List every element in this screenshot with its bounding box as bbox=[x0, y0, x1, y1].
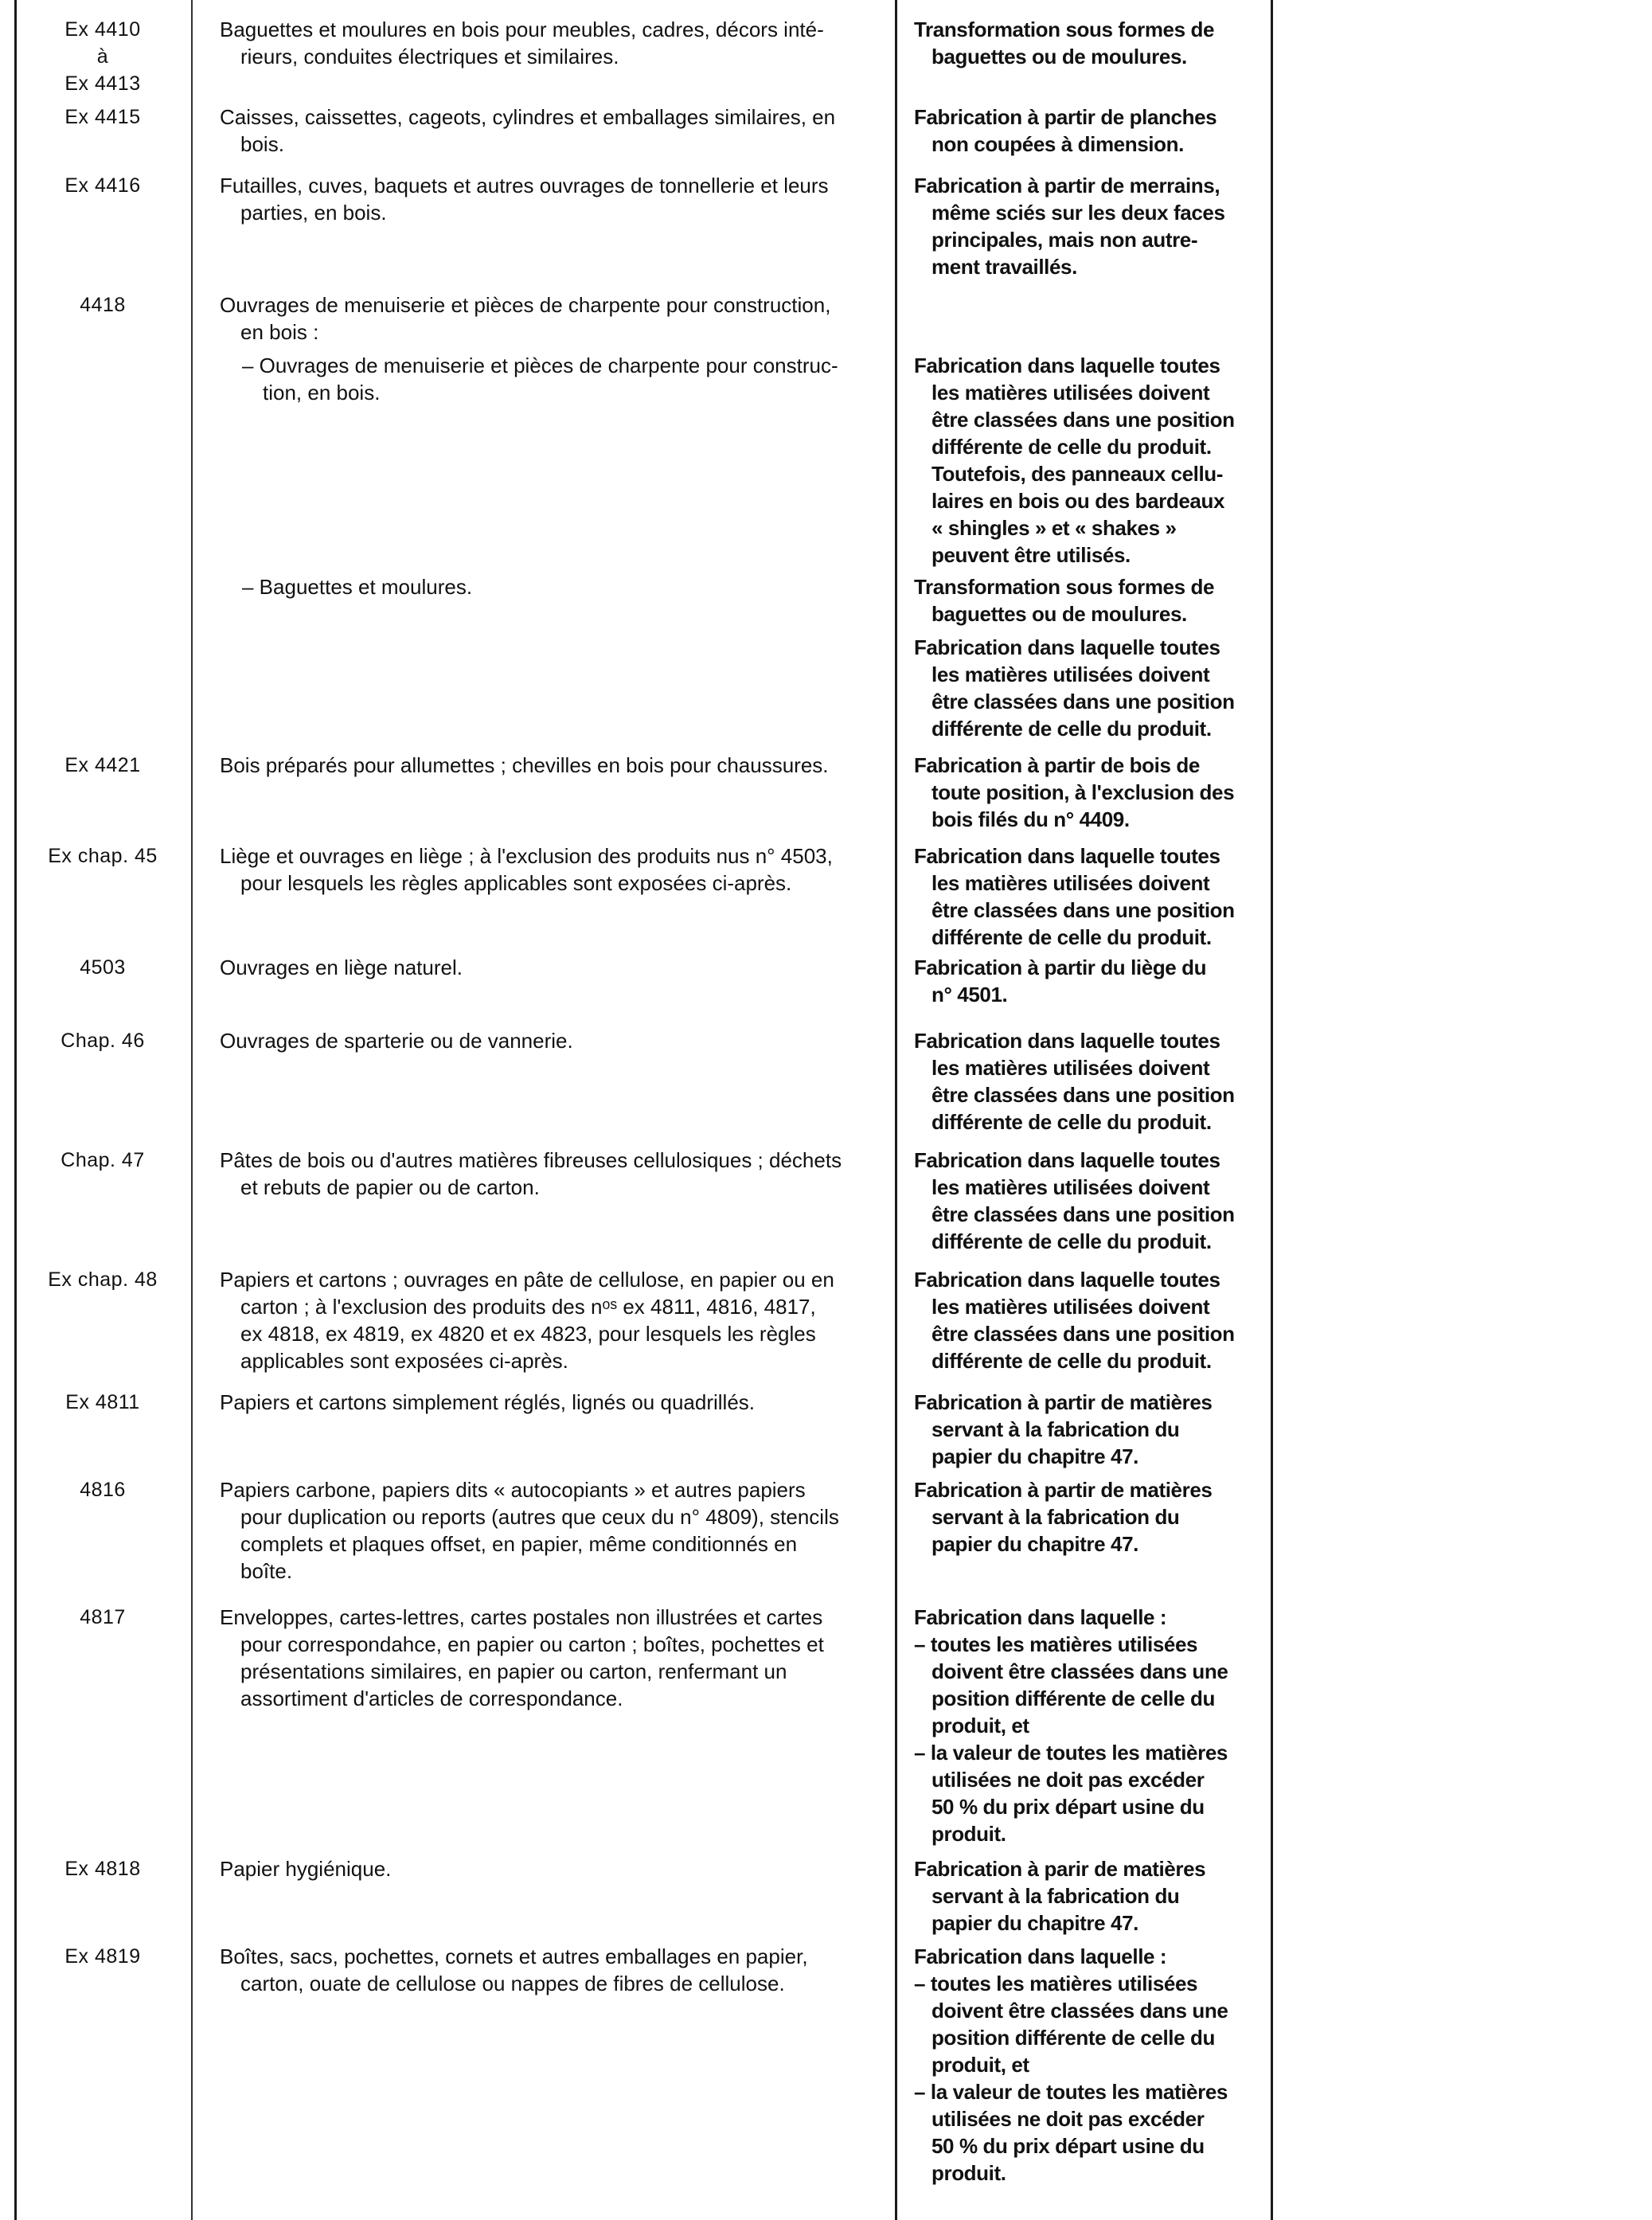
product-description bbox=[220, 1266, 881, 1374]
rule-line: les matières utilisées doivent bbox=[931, 1056, 1210, 1080]
rule-line: Fabrication dans laquelle toutes bbox=[914, 354, 1220, 377]
rule-line: Fabrication dans laquelle toutes bbox=[914, 1268, 1220, 1292]
description-line: Papiers et cartons ; ouvrages en pâte de cellulose, en papier ou en bbox=[220, 1268, 834, 1292]
position-code-line: Ex 4819 bbox=[64, 1945, 141, 1968]
rule-line: 50 % du prix départ usine du bbox=[931, 1795, 1205, 1819]
rule-line: laires en bois ou des bardeaux bbox=[931, 489, 1225, 513]
rule-line: doivent être classées dans une bbox=[931, 1999, 1228, 2023]
description-line: assortiment d'articles de correspondance. bbox=[240, 1686, 623, 1710]
description-line: carton, ouate de cellulose ou nappes de fibres de cellulose. bbox=[240, 1972, 785, 1995]
product-description bbox=[220, 954, 881, 981]
position-code-line: à bbox=[96, 45, 109, 68]
product-description bbox=[220, 1027, 881, 1054]
processing-rule bbox=[914, 1855, 1255, 1937]
rule-line: être classées dans une position bbox=[931, 1202, 1235, 1226]
rule-line: principales, mais non autre- bbox=[931, 228, 1198, 252]
table-border-left bbox=[14, 0, 17, 2220]
product-description bbox=[220, 573, 881, 600]
description-line: – Ouvrages de menuiserie et pièces de charpente pour construc- bbox=[242, 354, 838, 377]
position-code bbox=[18, 104, 188, 131]
product-description bbox=[220, 1476, 881, 1585]
processing-rule bbox=[914, 1476, 1255, 1558]
rule-line: les matières utilisées doivent bbox=[931, 871, 1210, 895]
description-line: complets et plaques offset, en papier, même conditionnés en bbox=[240, 1532, 798, 1556]
description-line: tion, en bois. bbox=[263, 381, 381, 405]
description-line: Pâtes de bois ou d'autres matières fibreuses cellulosiques ; déchets bbox=[220, 1148, 842, 1172]
description-line: carton ; à l'exclusion des produits des nᵒˢ ex 4811, 4816, 4817, bbox=[240, 1295, 816, 1319]
processing-rule bbox=[914, 1147, 1255, 1255]
rule-line: n° 4501. bbox=[931, 983, 1008, 1006]
description-line: Bois préparés pour allumettes ; chevilles en bois pour chaussures. bbox=[220, 753, 829, 777]
rule-line: papier du chapitre 47. bbox=[931, 1444, 1138, 1468]
rule-line: Fabrication dans laquelle toutes bbox=[914, 1029, 1220, 1053]
position-code bbox=[18, 842, 188, 870]
description-line: ex 4818, ex 4819, ex 4820 et ex 4823, pour lesquels les règles bbox=[240, 1322, 816, 1346]
description-line: Papier hygiénique. bbox=[220, 1857, 392, 1881]
processing-rule bbox=[914, 573, 1255, 742]
processing-rule bbox=[914, 1604, 1255, 1847]
rule-line: position différente de celle du bbox=[931, 1686, 1215, 1710]
product-description bbox=[220, 104, 881, 158]
processing-rule bbox=[914, 1389, 1255, 1470]
description-line: Baguettes et moulures en bois pour meubles, cadres, décors inté- bbox=[220, 18, 824, 41]
description-line: Futailles, cuves, baquets et autres ouvrages de tonnellerie et leurs bbox=[220, 174, 829, 197]
position-code bbox=[18, 16, 188, 97]
rule-line: Fabrication à partir de matières bbox=[914, 1390, 1213, 1414]
processing-rule bbox=[914, 172, 1255, 280]
position-code-line: 4816 bbox=[80, 1479, 126, 1501]
description-line: Ouvrages de sparterie ou de vannerie. bbox=[220, 1029, 573, 1053]
position-code-line: Chap. 46 bbox=[61, 1030, 145, 1052]
product-description bbox=[220, 1604, 881, 1712]
description-line: boîte. bbox=[240, 1559, 293, 1583]
position-code-line: 4418 bbox=[80, 294, 126, 316]
rule-line: – la valeur de toutes les matières bbox=[914, 1741, 1228, 1765]
position-code-line: Ex 4415 bbox=[64, 106, 141, 128]
column-divider-code bbox=[191, 0, 193, 2220]
product-description bbox=[220, 752, 881, 779]
description-line: parties, en bois. bbox=[240, 201, 387, 225]
description-line: Liège et ouvrages en liège ; à l'exclusion des produits nus n° 4503, bbox=[220, 844, 833, 868]
processing-rule bbox=[914, 1266, 1255, 1374]
position-code-line: 4503 bbox=[80, 956, 126, 979]
product-description bbox=[220, 352, 881, 406]
rule-line: être classées dans une position bbox=[931, 408, 1235, 432]
position-code bbox=[18, 954, 188, 981]
product-description bbox=[220, 16, 881, 70]
rule-line: être classées dans une position bbox=[931, 898, 1235, 922]
position-code-line: Ex 4413 bbox=[64, 72, 141, 95]
position-code-line: Chap. 47 bbox=[61, 1149, 145, 1171]
product-description bbox=[220, 842, 881, 897]
description-line: en bois : bbox=[240, 320, 319, 344]
rule-line: Fabrication à partir de bois de bbox=[914, 753, 1200, 777]
rule-line: différente de celle du produit. bbox=[931, 717, 1212, 741]
rule-line: produit. bbox=[931, 1822, 1006, 1846]
position-code-line: Ex chap. 45 bbox=[48, 845, 158, 867]
rule-line: – toutes les matières utilisées bbox=[914, 1632, 1198, 1656]
processing-rule bbox=[914, 842, 1255, 951]
rule-line: Fabrication à partir du liège du bbox=[914, 956, 1207, 979]
position-code bbox=[18, 1476, 188, 1503]
description-line: – Baguettes et moulures. bbox=[242, 575, 473, 599]
rule-line: utilisées ne doit pas excéder bbox=[931, 2107, 1205, 2131]
rule-line: servant à la fabrication du bbox=[931, 1505, 1180, 1529]
position-code bbox=[18, 1855, 188, 1882]
rule-line: même sciés sur les deux faces bbox=[931, 201, 1225, 225]
rule-line: les matières utilisées doivent bbox=[931, 1295, 1210, 1319]
rule-line: différente de celle du produit. bbox=[931, 925, 1212, 949]
description-line: présentations similaires, en papier ou carton, renfermant un bbox=[240, 1659, 787, 1683]
rule-line: « shingles » et « shakes » bbox=[931, 516, 1177, 540]
product-description bbox=[220, 1943, 881, 1997]
position-code-line: Ex 4416 bbox=[64, 174, 141, 197]
rule-line: Fabrication à partir de planches bbox=[914, 105, 1217, 129]
position-code bbox=[18, 1389, 188, 1416]
rule-line: Fabrication à parir de matières bbox=[914, 1857, 1206, 1881]
description-line: Ouvrages en liège naturel. bbox=[220, 956, 463, 979]
processing-rule bbox=[914, 1943, 1255, 2187]
rule-line: Toutefois, des panneaux cellu- bbox=[931, 462, 1224, 486]
rule-line: être classées dans une position bbox=[931, 1083, 1235, 1107]
rule-line: bois filés du n° 4409. bbox=[931, 807, 1130, 831]
rule-line: – la valeur de toutes les matières bbox=[914, 2080, 1228, 2104]
description-line: rieurs, conduites électriques et similaires. bbox=[240, 45, 619, 68]
description-line: pour lesquels les règles applicables sont exposées ci-après. bbox=[240, 871, 792, 895]
rule-line: baguettes ou de moulures. bbox=[931, 45, 1187, 68]
rule-line: – toutes les matières utilisées bbox=[914, 1972, 1198, 1995]
rule-line: Fabrication à partir de matières bbox=[914, 1478, 1213, 1502]
rule-line: doivent être classées dans une bbox=[931, 1659, 1228, 1683]
rule-line: papier du chapitre 47. bbox=[931, 1532, 1138, 1556]
rule-line: servant à la fabrication du bbox=[931, 1884, 1180, 1908]
rule-line: Transformation sous formes de bbox=[914, 18, 1215, 41]
rule-line: servant à la fabrication du bbox=[931, 1417, 1180, 1441]
rule-line: Fabrication dans laquelle toutes bbox=[914, 635, 1220, 659]
rule-line: produit, et bbox=[931, 1714, 1029, 1737]
table-border-right bbox=[1271, 0, 1273, 2220]
product-description bbox=[220, 1147, 881, 1201]
product-description bbox=[220, 172, 881, 226]
column-divider-description bbox=[895, 0, 897, 2220]
processing-rule bbox=[914, 954, 1255, 1008]
rule-line: position différente de celle du bbox=[931, 2026, 1215, 2050]
position-code bbox=[18, 291, 188, 319]
description-line: Ouvrages de menuiserie et pièces de charpente pour construction, bbox=[220, 293, 831, 317]
rule-line: Fabrication dans laquelle : bbox=[914, 1944, 1167, 1968]
rule-line: produit, et bbox=[931, 2053, 1029, 2077]
rule-line: Transformation sous formes de bbox=[914, 575, 1215, 599]
rule-line: non coupées à dimension. bbox=[931, 132, 1184, 156]
position-code-line: Ex 4811 bbox=[65, 1391, 140, 1413]
rule-line: Fabrication dans laquelle : bbox=[914, 1605, 1167, 1629]
description-line: pour duplication ou reports (autres que ceux du n° 4809), stencils bbox=[240, 1505, 839, 1529]
rule-line: différente de celle du produit. bbox=[931, 1349, 1212, 1373]
rule-line: utilisées ne doit pas excéder bbox=[931, 1768, 1205, 1792]
rule-line: les matières utilisées doivent bbox=[931, 381, 1210, 405]
rule-line: produit. bbox=[931, 2161, 1006, 2185]
rule-line: peuvent être utilisés. bbox=[931, 543, 1131, 567]
rule-line: être classées dans une position bbox=[931, 690, 1235, 713]
rule-line: Fabrication à partir de merrains, bbox=[914, 174, 1220, 197]
rule-line: les matières utilisées doivent bbox=[931, 662, 1210, 686]
position-code bbox=[18, 752, 188, 779]
position-code-line: Ex 4818 bbox=[64, 1858, 141, 1880]
rule-line: être classées dans une position bbox=[931, 1322, 1235, 1346]
rule-line: ment travaillés. bbox=[931, 255, 1077, 279]
position-code bbox=[18, 1943, 188, 1970]
rule-line: baguettes ou de moulures. bbox=[931, 602, 1187, 626]
description-line: et rebuts de papier ou de carton. bbox=[240, 1175, 540, 1199]
rule-line: papier du chapitre 47. bbox=[931, 1911, 1138, 1935]
description-line: Papiers carbone, papiers dits « autocopiants » et autres papiers bbox=[220, 1478, 806, 1502]
rule-line: différente de celle du produit. bbox=[931, 1110, 1212, 1134]
product-description bbox=[220, 1389, 881, 1416]
position-code bbox=[18, 1027, 188, 1054]
rule-line: Fabrication dans laquelle toutes bbox=[914, 844, 1220, 868]
rule-line: toute position, à l'exclusion des bbox=[931, 780, 1235, 804]
position-code bbox=[18, 1147, 188, 1174]
position-code bbox=[18, 172, 188, 199]
position-code-line: 4817 bbox=[80, 1606, 126, 1628]
rule-line: Fabrication dans laquelle toutes bbox=[914, 1148, 1220, 1172]
rule-line: 50 % du prix départ usine du bbox=[931, 2134, 1205, 2158]
processing-rule bbox=[914, 104, 1255, 158]
processing-rule bbox=[914, 1027, 1255, 1135]
description-line: Boîtes, sacs, pochettes, cornets et autres emballages en papier, bbox=[220, 1944, 808, 1968]
processing-rule bbox=[914, 16, 1255, 70]
position-code bbox=[18, 1604, 188, 1631]
description-line: Caisses, caissettes, cageots, cylindres et emballages similaires, en bbox=[220, 105, 836, 129]
product-description bbox=[220, 291, 881, 346]
position-code-line: Ex 4410 bbox=[64, 18, 141, 41]
rule-line: les matières utilisées doivent bbox=[931, 1175, 1210, 1199]
rule-line: différente de celle du produit. bbox=[931, 435, 1212, 459]
position-code bbox=[18, 1266, 188, 1293]
rule-line: différente de celle du produit. bbox=[931, 1229, 1212, 1253]
description-line: pour correspondahce, en papier ou carton ; boîtes, pochettes et bbox=[240, 1632, 824, 1656]
processing-rule bbox=[914, 752, 1255, 833]
description-line: Papiers et cartons simplement réglés, lignés ou quadrillés. bbox=[220, 1390, 756, 1414]
description-line: bois. bbox=[240, 132, 284, 156]
description-line: applicables sont exposées ci-après. bbox=[240, 1349, 568, 1373]
description-line: Enveloppes, cartes-lettres, cartes postales non illustrées et cartes bbox=[220, 1605, 823, 1629]
position-code-line: Ex 4421 bbox=[64, 754, 141, 776]
position-code-line: Ex chap. 48 bbox=[48, 1268, 158, 1291]
product-description bbox=[220, 1855, 881, 1882]
processing-rule bbox=[914, 352, 1255, 569]
